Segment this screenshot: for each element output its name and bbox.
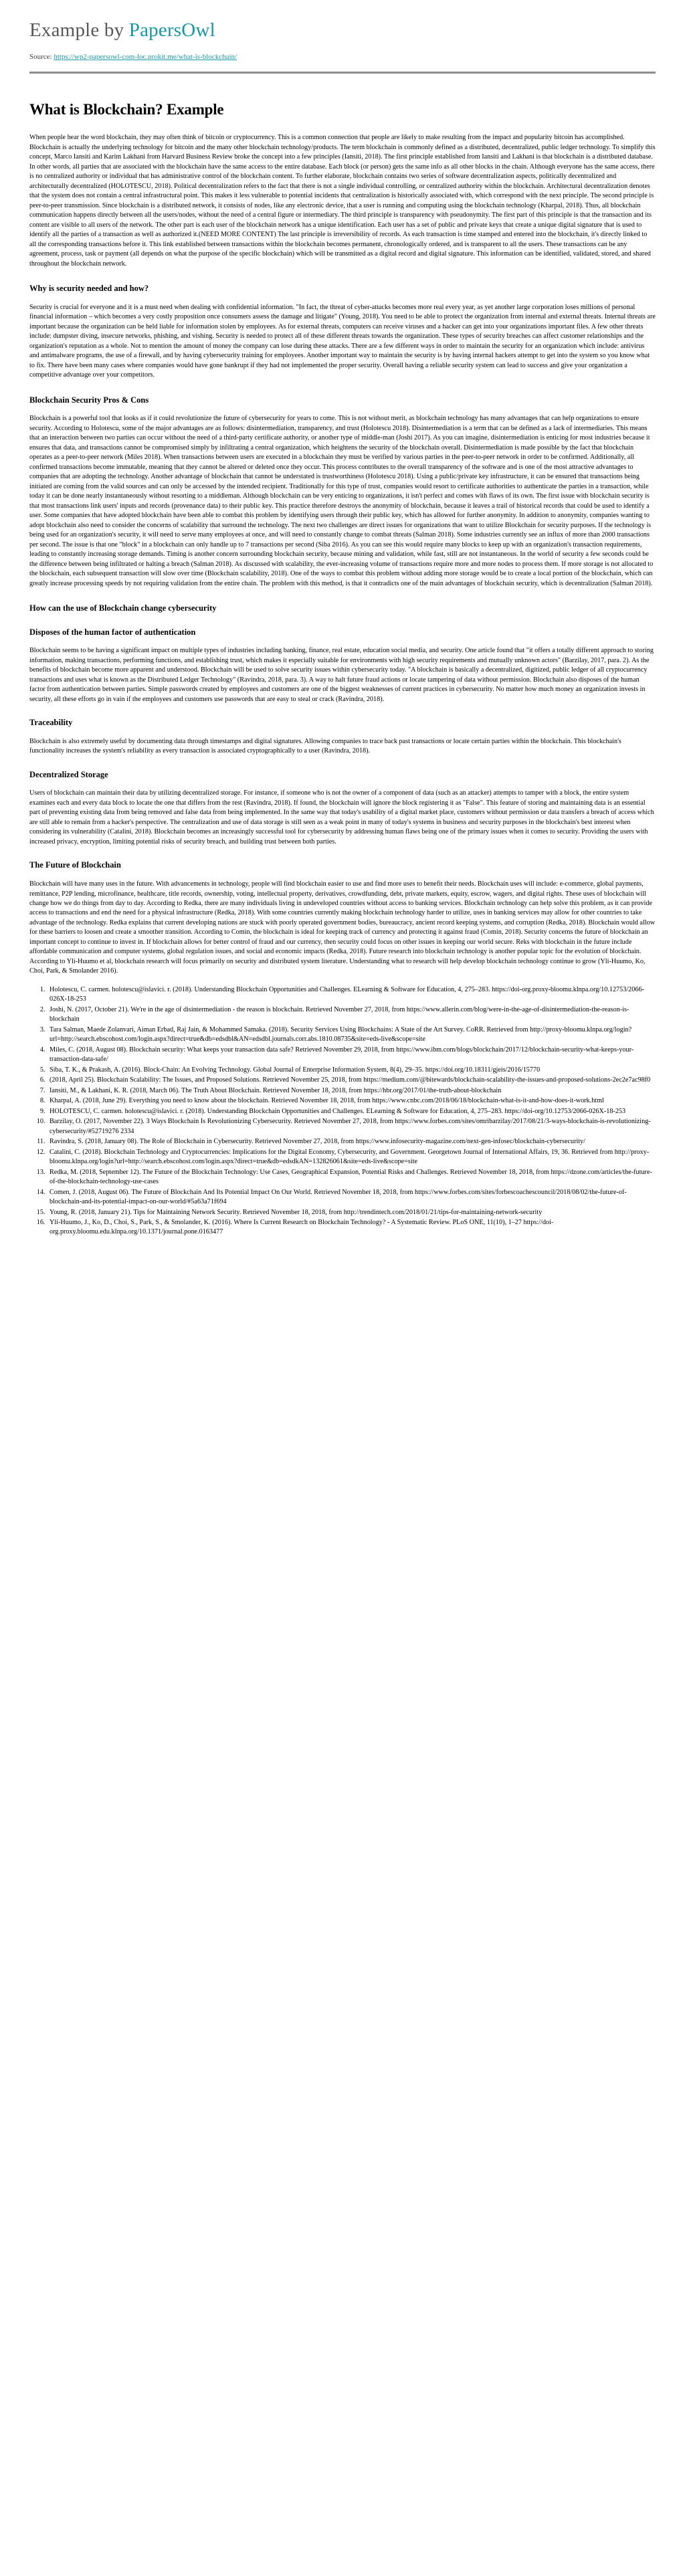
subsection-body-traceability: Blockchain is also extremely useful by documenting data through timestamps and digital signatures. Allowing companies to trace back past transactions or locate certain parties within the blockchain. This blockchain's functionality increases the system's reliability as every transaction is associated cryptographically to a user (Ravindra, 2018). <box>29 737 621 755</box>
references-list <box>29 985 656 1237</box>
subsection-heading-decentralized-storage: Decentralized Storage <box>29 769 108 779</box>
reference-item: 10. Barzilay, O. (2017, November 22). 3 Ways Blockchain Is Revolutionizing Cybersecurity. Retrieved November 27, 2018, from https://www.forbes.com/sites/omribarzilay/2017/08/21/3-ways-blockchain-is-revolutionizing-cybersecurity/#52719276 2334 <box>47 1117 656 1136</box>
subsection-heading-human-factor: Disposes of the human factor of authentication <box>29 627 196 637</box>
subsection-body-human-factor: Blockchain seems to be having a significant impact on multiple types of industries including banking, finance, real estate, education social media, and security. One article found that "it offers a totally different approach to storing information, making transactions, performing functions, and establishing trust, which makes it especially suitable for environments with high security requirements and mutually unknown actors" (Barzilay, 2017, para. 2). As the benefits of blockchain become more apparent and understood. Blockchain will be used to solve security issues within cybersecurity today. "A blockchain is basically a decentralized, digitized, public ledger of all cryptocurrency transactions and uses what is known as the Distributed Ledger Technology" (Ravindra, 2018, para. 3). A way to halt future fraud actions or locate tampering of data without permission. Blockchain also disposes of the human factor from authentication between parties. Simple passwords created by employees and customers are one of the biggest weaknesses of current practices in cybersecurity. No matter how much money an organization invests in security, all these efforts go in vain if the employees and customers use passwords that are easy to steal or crack (Ravindra, 2018). <box>29 647 654 703</box>
brand-title-accent: PapersOwl <box>128 19 215 41</box>
source-url-link[interactable]: https://wp2-papersowl-com-loc.prokit.me/what-is-blockchain/ <box>54 52 237 61</box>
reference-item: 14. Comen, J. (2018, August 06). The Future of Blockchain And Its Potential Impact On Our World. Retrieved November 18, 2018, from https://www.forbes.com/sites/forbescoachescouncil/2018/08/02/the-future-of-blockchain-and-its-potential-impact-on-our-world/#5a63a71f694 <box>47 1188 656 1207</box>
reference-item: 4. Miles, C. (2018, August 08). Blockchain security: What keeps your transaction data safe? Retrieved November 29, 2018, from https://www.ibm.com/blogs/blockchain/2017/12/blockchain-security-what-keeps-your-transaction-data-safe/ <box>47 1046 656 1065</box>
section-body-pros-cons: Blockchain is a powerful tool that looks as if it could revolutionize the future of cybersecurity for years to come. This is not without merit, as blockchain technology has many advantages that can help organizations to ensure security. According to Holotescu, some of the major advantages are as follows: disintermediation, transparency, and trust (Holotescu 2018). Disintermediation is a term that can be defined as a lack of intermediaries. This means that an interaction between two parties can occur without the need of a third-party certificate authority, or another type of middle-man (Joshi 2017). As you can imagine, disintermediation is enticing for most industries because it ensures that data, and transactions cannot be compromised simply by infiltrating a central organization, which heightens the security of the blockchain overall. Disintermediation is made possible by the fact that blockchain operates as a peer-to-peer network (Miles 2018). When transactions between users are executed in a blockchain they must be verified by various parties in the peer-to-peer network in order to be confirmed. Additionally, all confirmed transactions become immutable, meaning that they cannot be altered or deleted once they occur. This process contributes to the overall transparency of the software and is one of the most attractive advantages to companies that are adopting the technology. Another advantage of blockchain that cannot be understated is trustworthiness (Holotescu 2018). Using a public/private key infrastructure, it can be ensured that transactions being initiated are coming from the valid sources and can only be accessed by the intended recipient. Traditionally for this type of trust, companies would resort to certificate authorities to authenticate the parties in a transaction, while today it can be done nearly instantaneously without resorting to a middleman. Although blockchain can be very enticing to organizations, it isn't perfect and comes with flaws of its own. The first issue with blockchain security is that most transactions link users' inputs and records (provenance data) to their public key. This practice therefore destroys the anonymity of blockchain, because it leaves a trail of historical records that could be used to identify a user. Some companies that have adopted blockchain have been able to combat this problem by identifying users through their public key, which has allowed for further anonymity. In addition to anonymity, companies wanting to adopt blockchain also need to consider the concerns of scalability that surround the technology. The next two challenges are direct issues for organizations that want to utilize Blockchain for security purposes. If the technology is being used for an organization's security, it will need to serve many employees at once, and will need to constantly change to combat threats (Salman 2018). Some industries currently see an influx of more than 2000 transactions per second. The issue is that one "block" in a blockchain can only handle up to 7 transactions per second (Siba 2016). As you can see this would require many blocks to keep up with an organization's transaction requirements, leading to constantly increasing storage demands. Timing is another concern surrounding blockchain security, because mining and validation, while fast, still are not instantaneous. In the world of security a few seconds could be the difference between being infiltrated or halting a breach (Salman 2018). As discussed with scalability, the ever-increasing volume of transactions require more and more nodes to process them. If more storage is not allocated to the blockchain, each subsequent transaction will slow over time (Blockchain scalability, 2018). One of the ways to combat this problem without adding more storage would be to create a local portion of the blockchain, which can greatly increase processing speeds by not requiring validation from the entire chain. The problem with this method, is that it contradicts one of the main advantages of blockchain security, which is decentralization (Salman 2018). <box>29 415 654 587</box>
intro-paragraph: When people hear the word blockchain, they may often think of bitcoin or cryptocurrency. This is a common connection that people are likely to make resulting from the impact and popularity bitcoin has accomplished. Blockchain is actually the underlying technology for bitcoin and the many other blockchain technology/products. The term blockchain is commonly defined as a distributed, decentralized, public ledger technology. To simplify this concept, Marco Iansiti and Karim Lakhani from Harvard Business Review broke the concept into a few principles (Iansiti, 2018). The first principle established from Iansiti and Lakhani is that blockchain is a distributed database. In other words, all parties that are associated with the blockchain have the same access to the entire database. Each block (or person) gets the same info as all other blocks in the chain. Although everyone has the same access, there is no centralized authority or individual that has administrative control of the blockchain content. To further elaborate, blockchain contains two series of software decentralization aspects, politically decentralized and architecturally decentralized (HOLOTESCU, 2018). Political decentralization refers to the fact that there is not a single individual controlling, or centralized authority within the blockchain. Architectural decentralization denotes that the system does not contain a central infrastructural point. This makes it less vulnerable to potential incidents that centralization is historically associated with, which correspond with the next principle. The second principle is peer-to-peer transmission. Since blockchain is a distributed network, it consists of nodes, like any electronic device, that a user is running and computing using the blockchain technology (Kharpal, 2018). Thus, all blockchain communication happens directly between all the users/nodes, without the need of a central figure or intermediary. The third principle is transparency with pseudonymity. The first part of this principle is that the transaction and its content are visible to all users of the network. The other part is each user of the blockchain network has a unique identification. Each user has a set of public and private keys that create a unique digital signature that is used to identify all the parties of a transaction as well as authorized it.(NEED MORE CONTENT) The last principle is irreversibility of records. As each transaction is time stamped and entered into the blockchain, it's directly linked to all the corresponding transactions before it. This link established between transactions within the blockchain becomes permanent, chronologically ordered, and is transparent to all the users. These transactions can be any agreement, process, task or payment (all depends on what the purpose of the specific blockchain) which will be transmitted as a digital record and digital signature. This information can be identified, validated, stored, and shared throughout the blockchain network. <box>29 134 656 268</box>
reference-item: 9. HOLOTESCU, C. carmen. holotescu@islavici. r. (2018). Understanding Blockchain Opportunities and Challenges. ELearning & Software for Education, 4, 275–283. https://doi-org/10.12753/2066-026X-18-253 <box>47 1107 656 1116</box>
reference-item: 13. Redka, M. (2018, September 12). The Future of the Blockchain Technology: Use Cases, Geographical Expansion, Potential Risks and Challenges. Retrieved November 18, 2018, from https://dzone.com/articles/the-future-of-the-blockchain-technology-use-cases <box>47 1168 656 1187</box>
subsection-heading-future: The Future of Blockchain <box>29 860 121 870</box>
reference-item: 16. Yli-Huumo, J., Ko, D., Choi, S., Park, S., & Smolander, K. (2016). Where Is Current Research on Blockchain Technology? - A Systematic Review. PLoS ONE, 11(10), 1–27 https://doi-org.proxy.bloomu.edu.klnpa.org/10.1371/journal.pone.0163477 <box>47 1218 656 1237</box>
brand-title-prefix: Example by <box>29 19 129 41</box>
section-heading-security-needed: Why is security needed and how? <box>29 284 149 294</box>
reference-item: 12. Catalini, C. (2018). Blockchain Technology and Cryptocurrencies: Implications for the Digital Economy, Cybersecurity, and Government. Georgetown Journal of International Affairs, 19, 36. Retrieved from http://proxy-bloomu.klnpa.org/login?url=http://search.ebscohost.com/login.aspx?direct=true&db=edsdkAN=132826061&site=eds-live&scope=site <box>47 1148 656 1167</box>
document-body <box>0 74 685 1258</box>
reference-item: 6. (2018, April 25). Blockchain Scalability: The Issues, and Proposed Solutions. Retrieved November 25, 2018, from https://medium.com/@bitewards/blockchain-scalability-the-issues-and-proposed-solutions-2ec2e7ac98f0 <box>47 1076 656 1085</box>
brand-title <box>29 20 656 41</box>
brand-header <box>0 0 685 61</box>
section-heading-cybersecurity: How can the use of Blockchain change cybersecurity <box>29 603 217 613</box>
reference-item: 3. Tara Salman, Maede Zolanvari, Aiman Erbad, Raj Jain, & Mohammed Samaka. (2018). Security Services Using Blockchains: A State of the Art Survey. CoRR. Retrieved from http://proxy-bloomu.klnpa.org/login?url=http://search.ebscohost.com/login.aspx?direct=true&db=edsdbl&AN=edsdbl.journals.corr.abs.1810.08735&site=eds-live&scope=site <box>47 1025 656 1045</box>
reference-item: 8. Kharpal, A. (2018, June 29). Everything you need to know about the blockchain. Retrieved November 18, 2018, from https://www.cnbc.com/2018/06/18/blockchain-what-is-it-and-how-does-it-work.html <box>47 1096 656 1106</box>
reference-item: 5. Siba, T. K., & Prakash, A. (2016). Block-Chain: An Evolving Technology. Global Journal of Enterprise Information System, 8(4), 29–35. https://doi.org/10.18311/gjeis/2016/15770 <box>47 1066 656 1075</box>
subsection-body-decentralized-storage: Users of blockchain can maintain their data by utilizing decentralized storage. For instance, if someone who is not the owner of a component of data (such as an attacker) attempts to tamper with a block, the entire system examines each and every data block to locate the one that differs from the rest (Ravindra, 2018). If found, the blockchain will ignore the block registering it as "False". This feature of storing and maintaining data is an essential part of preventing existing data from being removed and false data from being implemented. In the same way that today's usability of a digital market place, customers without permission or data transfers a breach of access which are still able to remain from a hacker's perspective. The centralization and use of data storage is still seen as a weak point in many of today's systems in business and security purposes in the blockchain's best interest when considering its vulnerability (Catalini, 2018). Blockchain becomes an increasingly successful tool for cybersecurity by addressing human flaws being one of the primary issues when it comes to security. Providing the users with increased privacy, encryption, limiting potential risks of security breach, and building trust between both parties. <box>29 789 654 846</box>
section-body-security-needed: Security is crucial for everyone and it is a must need when dealing with confidential information. "In fact, the threat of cyber-attacks becomes more real every year, as yet another large corporation loses millions of personal financial information – which becomes a very costly proposition once consumers assess the damage and litigate" (Young, 2018). You need to be able to protect the organization from internal and external threats. Internal threats are important because the organization can be held liable for information stolen by employees. As for external threats, computers can receive viruses and a hacker can get into your organizations important files. A few other threats include: dumpster diving, insecure networks, phishing, and vishing. Security is needed to protect all of these different threats towards the organization. These types of security breaches can affect customer relationships and the organization's reputation as a whole. Not to mention the amount of money the company can lose during these attacks. There are a few different ways in order to maintain the security for an organization which include: antivirus and antimalware programs, the use of a firewall, and by having cybersecurity training for employees. Another important way to maintain the security is by having internal hackers attempt to get into the system so you know what to fix. There have been many cases where companies would have gone bankrupt if they had not implemented the proper security. Overall having a reliable security system can lead to success and give your organization a competitive advantage over your competitors. <box>29 303 656 379</box>
reference-item: 15. Young, R. (2018, January 21). Tips for Maintaining Network Security. Retrieved November 18, 2018, from http://trendintech.com/2018/01/21/tips-for-maintaining-network-security <box>47 1208 656 1217</box>
reference-item: 1. Holotescu, C. carmen. holotescu@islavici. r. (2018). Understanding Blockchain Opportunities and Challenges. ELearning & Software for Education, 4, 275–283. https://doi-org.proxy-bloomu.klnpa.org/10.12753/2066-026X-18-253 <box>47 985 656 1005</box>
subsection-heading-traceability: Traceability <box>29 718 73 728</box>
reference-item: 11. Ravindra, S. (2018, January 08). The Role of Blockchain in Cybersecurity. Retrieved November 27, 2018, from https://www.infosecurity-magazine.com/next-gen-infosec/blockchain-cybersecurity/ <box>47 1137 656 1147</box>
section-heading-pros-cons: Blockchain Security Pros & Cons <box>29 395 149 405</box>
reference-item: 2. Joshi, N. (2017, October 21). We're in the age of disintermediation - the reason is blockchain. Retrieved November 27, 2018, from https://www.allerin.com/blog/were-in-the-age-of-disintermediation-the-reason-is-blockchain <box>47 1005 656 1025</box>
subsection-body-future: Blockchain will have many uses in the future. With advancements in technology, people will find blockchain easier to use and find more uses to benefit their needs. Blockchain uses will include: e-commerce, global payments, remittance, P2P lending, microfinance, healthcare, title records, ownership, voting, intellectual property, derivatives, crowdfunding, debt, private markets, equity, escrow, wagers, and digital rights. These uses of blockchain will change how we do things from day to day. According to Redka, there are many individuals living in undeveloped countries without access to banking services. Blockchain technology can help solve this problem, as it can provide access to transactions and end the need for a physical infrastructure (Redka, 2018). With some countries currently making blockchain technology harder to utilize, uses in banking services may allow for other countries to take advantage of the technology. Redka explains that current developing nations are stuck with poorly operated government bodies, bureaucracy, ancient record keeping systems, and corruption (Redka, 2018). Blockchain would allow for these barriers to loosen and create a smoother transition. According to Comin, the blockchain is ideal for keeping track of currency and protecting it against fraud (Comin, 2018). Security concerns the future of blockchain an important concept to continue to invest in. If blockchain allows for better control of fraud and our currency, then security could focus on other issues in keeping our world secure. Reks with blockchain in the future include affordable communication and computer systems, global regulation issues, and social and economic impacts (Redka, 2018). Future research into blockchain technology is another popular topic for the evolution of blockchain. According to Yli-Huumo et al, blockchain research will focus primarily on security and distributed system literature. Understanding what to research will help develop blockchain technology continue to grow (Yli-Huumo, Ko, Choi, Park, & Smolander 2016). <box>29 880 656 975</box>
page-title: What is Blockchain? Example <box>29 100 224 118</box>
reference-item: 7. Iansiti, M., & Lakhani, K. R. (2018, March 06). The Truth About Blockchain. Retrieved November 18, 2018, from https://hbr.org/2017/01/the-truth-about-blockchain <box>47 1086 656 1096</box>
source-label: Source: <box>29 52 54 61</box>
source-line <box>29 53 656 61</box>
document-page <box>0 0 685 1258</box>
